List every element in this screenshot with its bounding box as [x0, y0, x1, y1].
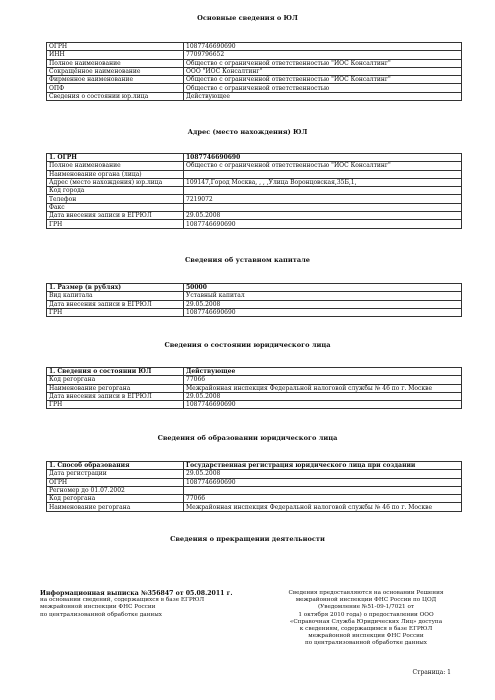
table-row [47, 401, 462, 409]
row-value: ООО "ИОС Консалтинг" [184, 67, 462, 75]
table-row [47, 308, 462, 316]
row-key: Факс [47, 203, 184, 211]
row-value: Общество с ограниченной ответственностью "ИОС Консалтинг" [184, 59, 462, 67]
table-row [47, 92, 462, 100]
table-row [47, 292, 462, 300]
row-key: Вид капитала [47, 292, 184, 300]
row-key: Наименование регоргана [47, 503, 184, 511]
row-value: Межрайонная инспекция Федеральной налоговой службы № 46 по г. Москве [184, 384, 462, 392]
table-row [47, 392, 462, 400]
section-title-capital: Сведения об уставном капитале [185, 256, 310, 264]
table-formation [46, 461, 462, 512]
row-value: 77066 [184, 376, 462, 384]
row-key: Дата регистрации [47, 470, 184, 478]
row-key: Регномер до 01.07.2002 [47, 486, 184, 494]
row-value: 7709796652 [184, 51, 462, 59]
row-value: 1087746690690 [184, 308, 462, 316]
table-row [47, 478, 462, 486]
table-header-row [47, 154, 462, 162]
table-row [47, 486, 462, 494]
row-key: ГРН [47, 401, 184, 409]
row-key: 1. ОГРН [47, 154, 184, 162]
table-row [47, 187, 462, 195]
source-line: «Справочная Служба Юридических Лиц» доступа [289, 618, 443, 625]
row-value [184, 170, 462, 178]
table-row [47, 195, 462, 203]
section-title-status: Сведения о состоянии юридического лица [164, 341, 331, 349]
table-row [47, 59, 462, 67]
row-key: Полное наименование [47, 162, 184, 170]
row-value: Общество с ограниченной ответственностью "ИОС Консалтинг" [184, 162, 462, 170]
table-header-row [47, 284, 462, 292]
row-value: 1087746690690 [184, 43, 462, 51]
row-key: Сведения о состоянии юр.лица [47, 92, 184, 100]
source-line: межрайонной инспекции ФНС России [308, 633, 424, 640]
row-value: 29.05.2008 [184, 300, 462, 308]
table-row [47, 51, 462, 59]
row-key: Телефон [47, 195, 184, 203]
row-value [184, 486, 462, 494]
table-row [47, 67, 462, 75]
table-row [47, 220, 462, 228]
table-row [47, 43, 462, 51]
row-value [184, 203, 462, 211]
row-value: Действующее [184, 92, 462, 100]
table-row [47, 495, 462, 503]
extract-line: на основании сведений, содержащихся в базе ЕГРЮЛ [40, 597, 205, 604]
section-title-formation: Сведения об образовании юридического лица [157, 434, 338, 442]
row-key: ОГРН [47, 478, 184, 486]
row-value: 1087746690690 [184, 401, 462, 409]
footer-source-info [280, 590, 452, 648]
section-title-termination: Сведения о прекращении деятельности [170, 535, 325, 543]
row-key: Полное наименование [47, 59, 184, 67]
row-key: ГРН [47, 220, 184, 228]
table-row [47, 170, 462, 178]
row-key: ОПФ [47, 84, 184, 92]
row-key: 1. Размер (в рублях) [47, 284, 184, 292]
table-row [47, 384, 462, 392]
row-key: Адрес (место нахождения) юр.лица [47, 178, 184, 186]
row-value: 77066 [184, 495, 462, 503]
source-line: 1 октября 2010 года) о предоставлении ООО [298, 611, 434, 618]
table-row [47, 212, 462, 220]
row-key: 1. Способ образования [47, 462, 184, 470]
source-line: Сведения предоставляются на основании Решения [288, 590, 444, 596]
table-row [47, 84, 462, 92]
row-value: Общество с ограниченной ответственностью [184, 84, 462, 92]
table-address [46, 153, 462, 229]
table-row [47, 76, 462, 84]
row-key: Фирменное наименование [47, 76, 184, 84]
row-key: Дата внесения записи в ЕГРЮЛ [47, 392, 184, 400]
row-key: Наименование регоргана [47, 384, 184, 392]
row-value: 1087746690690 [184, 478, 462, 486]
row-key: Дата внесения записи в ЕГРЮЛ [47, 300, 184, 308]
row-key: ГРН [47, 308, 184, 316]
row-value: Государственная регистрация юридического лица при создании [184, 462, 462, 470]
row-value: 29.05.2008 [184, 392, 462, 400]
table-row [47, 178, 462, 186]
row-key: Наименование органа (лица) [47, 170, 184, 178]
table-capital [46, 283, 462, 317]
row-value: 50000 [184, 284, 462, 292]
row-key: Код регоргана [47, 376, 184, 384]
page-label: Страница: [412, 669, 446, 676]
row-key: 1. Сведения о состоянии ЮЛ [47, 368, 184, 376]
section-title-address: Адрес (место нахождения) ЮЛ [187, 128, 308, 136]
row-key: ОГРН [47, 43, 184, 51]
row-value: 1087746690690 [184, 220, 462, 228]
table-row [47, 503, 462, 511]
extract-line: по централизованной обработке данных [40, 611, 162, 618]
table-header-row [47, 462, 462, 470]
page-number: 1 [447, 669, 451, 676]
row-value: Общество с ограниченной ответственностью "ИОС Консалтинг" [184, 76, 462, 84]
table-basic-info [46, 42, 462, 101]
row-value: 29.05.2008 [184, 212, 462, 220]
table-status [46, 367, 462, 409]
footer-extract-info [40, 590, 260, 619]
source-line: к сведениям, содержащимся в базе ЕГРЮЛ [299, 626, 433, 633]
section-title-basic: Основные сведения о ЮЛ [197, 14, 298, 22]
row-value: 7219072 [184, 195, 462, 203]
page-indicator [412, 669, 451, 676]
table-row [47, 300, 462, 308]
row-key: Дата внесения записи в ЕГРЮЛ [47, 212, 184, 220]
table-row [47, 203, 462, 211]
row-key: Код регоргана [47, 495, 184, 503]
row-value: 1087746690690 [184, 154, 462, 162]
row-value: Действующее [184, 368, 462, 376]
source-line: (Уведомление №51-09-1/7021 от [317, 604, 415, 611]
table-row [47, 162, 462, 170]
table-header-row [47, 368, 462, 376]
source-line: межрайонной инспекции ФНС России по ЦОД [295, 597, 437, 604]
row-value: Межрайонная инспекция Федеральной налоговой службы № 46 по г. Москве [184, 503, 462, 511]
table-row [47, 376, 462, 384]
extract-title: Информационная выписка №356847 от 05.08.2011 г. [40, 590, 233, 597]
row-key: Код города [47, 187, 184, 195]
row-value: 29.05.2008 [184, 470, 462, 478]
table-row [47, 470, 462, 478]
extract-line: межрайонной инспекции ФНС России [40, 604, 156, 611]
row-value: Уставный капитал [184, 292, 462, 300]
row-value: 109147,Город Москва, , , ,Улица Воронцовская,35Б,1, [184, 178, 462, 186]
row-key: ИНН [47, 51, 184, 59]
row-key: Сокращённое наименование [47, 67, 184, 75]
source-line: по централизованной обработке данных [305, 640, 427, 647]
row-value [184, 187, 462, 195]
